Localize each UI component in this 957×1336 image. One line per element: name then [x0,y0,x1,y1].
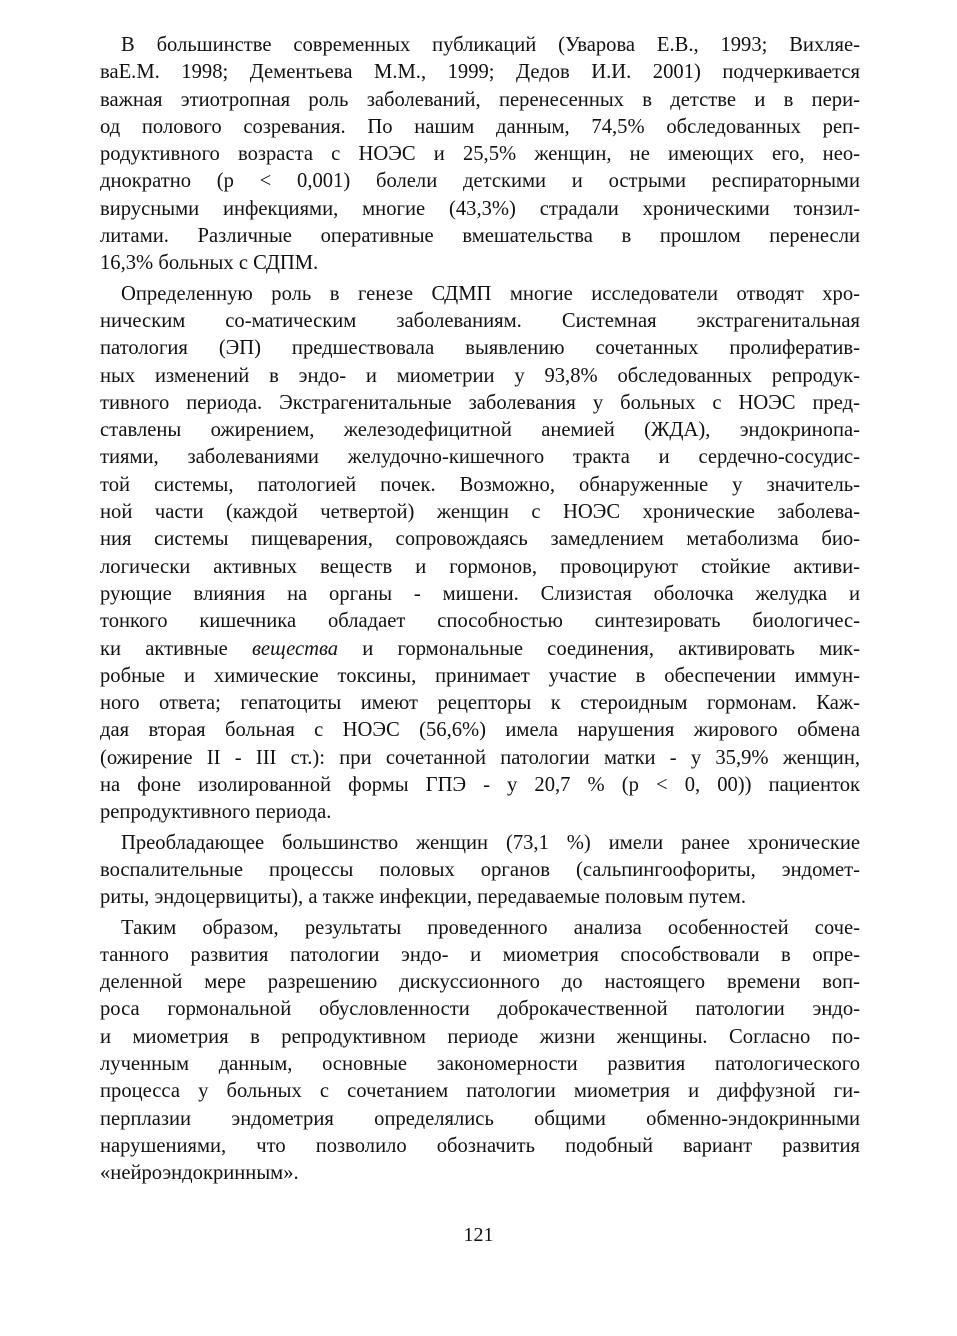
text-line: ных изменений в эндо- и миометрии у 93,8% обследованных репродук- [100,364,860,387]
text-line: ки активные вещества и гормональные соединения, активировать мик- [100,637,860,660]
text-line: репродуктивного периода. [100,801,332,824]
body-text [100,32,860,1190]
text-line: вирусными инфекциями, многие (43,3%) страдали хроническими тонзил- [100,197,860,220]
text-line: важная этиотропная роль заболеваний, перенесенных в детстве и в пери- [100,88,860,111]
text-line: логически активных веществ и гормонов, провоцируют стойкие активи- [100,555,860,578]
text-line: тонкого кишечника обладает способностью синтезировать биологичес- [100,610,860,633]
text-line: патология (ЭП) предшествовала выявлению сочетанных пролифератив- [100,337,860,360]
paragraph-3 [100,830,860,912]
text-line: Таким образом, результаты проведенного анализа особенностей соче- [121,916,860,939]
text-line: перплазии эндометрия определялись общими обменно-эндокринными [100,1107,860,1130]
page-number: 121 [463,1224,494,1246]
text-line: ставлены ожирением, железодефицитной анемией (ЖДА), эндокринопа- [100,419,860,442]
text-line: и миометрия в репродуктивном периоде жизни женщины. Согласно по- [100,1025,860,1048]
text-line: лученным данным, основные закономерности развития патологического [100,1052,860,1075]
paragraph-4 [100,915,860,1188]
text-line: Преобладающее большинство женщин (73,1 %) имели ранее хронические [121,831,860,854]
text-line: од полового созревания. По нашим данным, 74,5% обследованных реп- [100,115,860,138]
text-line: 16,3% больных с СДПМ. [100,252,319,275]
text-line: воспалительные процессы половых органов (сальпингоофориты, эндомет- [100,858,860,881]
text-line: танного развития патологии эндо- и миометрия способствовали в опре- [100,943,860,966]
paragraph-2 [100,281,860,827]
text-line: (ожирение II - III ст.): при сочетанной патологии матки - у 35,9% женщин, [100,746,860,769]
text-line: процесса у больных с сочетанием патологии миометрия и диффузной ги- [100,1080,860,1103]
paragraph-1 [100,32,860,278]
text-line: ного ответа; гепатоциты имеют рецепторы к стероидным гормонам. Каж- [100,692,860,715]
text-line: рующие влияния на органы - мишени. Слизистая оболочка желудка и [100,582,860,605]
text-line: робные и химические токсины, принимает участие в обеспечении иммун- [100,664,860,687]
text-line: В большинстве современных публикаций (Уварова Е.В., 1993; Вихляе- [121,34,860,56]
text-line: ния системы пищеварения, сопровождаясь замедлением метаболизма био- [100,528,860,551]
text-line: ной части (каждой четвертой) женщин с НОЭС хронические заболева- [100,501,860,524]
text-line: тиями, заболеваниями желудочно-кишечного тракта и сердечно-сосудис- [100,446,860,469]
text-line: днократно (р < 0,001) болели детскими и острыми респираторными [100,170,860,193]
text-line: родуктивного возраста с НОЭС и 25,5% женщин, не имеющих его, нео- [100,143,860,166]
text-line: роса гормональной обусловленности доброкачественной патологии эндо- [100,998,860,1021]
text-line: Определенную роль в генезе СДМП многие исследователи отводят хро- [121,282,860,305]
text-line: ническим со-матическим заболеваниям. Системная экстрагенитальная [100,309,860,332]
text-line: нарушениями, что позволило обозначить подобный вариант развития [100,1134,860,1157]
text-line: риты, эндоцервициты), а также инфекции, передаваемые половым путем. [100,886,746,909]
text-line: литами. Различные оперативные вмешательства в прошлом перенесли [100,225,860,248]
text-line: дая вторая больная с НОЭС (56,6%) имела нарушения жирового обмена [100,719,860,742]
text-line: ваЕ.М. 1998; Дементьева М.М., 1999; Дедов И.И. 2001) подчеркивается [100,61,860,84]
text-line: «нейроэндокринным». [100,1162,299,1185]
text-line: тивного периода. Экстрагенитальные заболевания у больных с НОЭС пред- [100,391,860,414]
text-line: деленной мере разрешению дискуссионного до настоящего времени воп- [100,971,860,994]
text-line: на фоне изолированной формы ГПЭ - у 20,7 % (р < 0, 00)) пациенток [100,774,860,797]
text-line: той системы, патологией почек. Возможно, обнаруженные у значитель- [100,473,860,496]
